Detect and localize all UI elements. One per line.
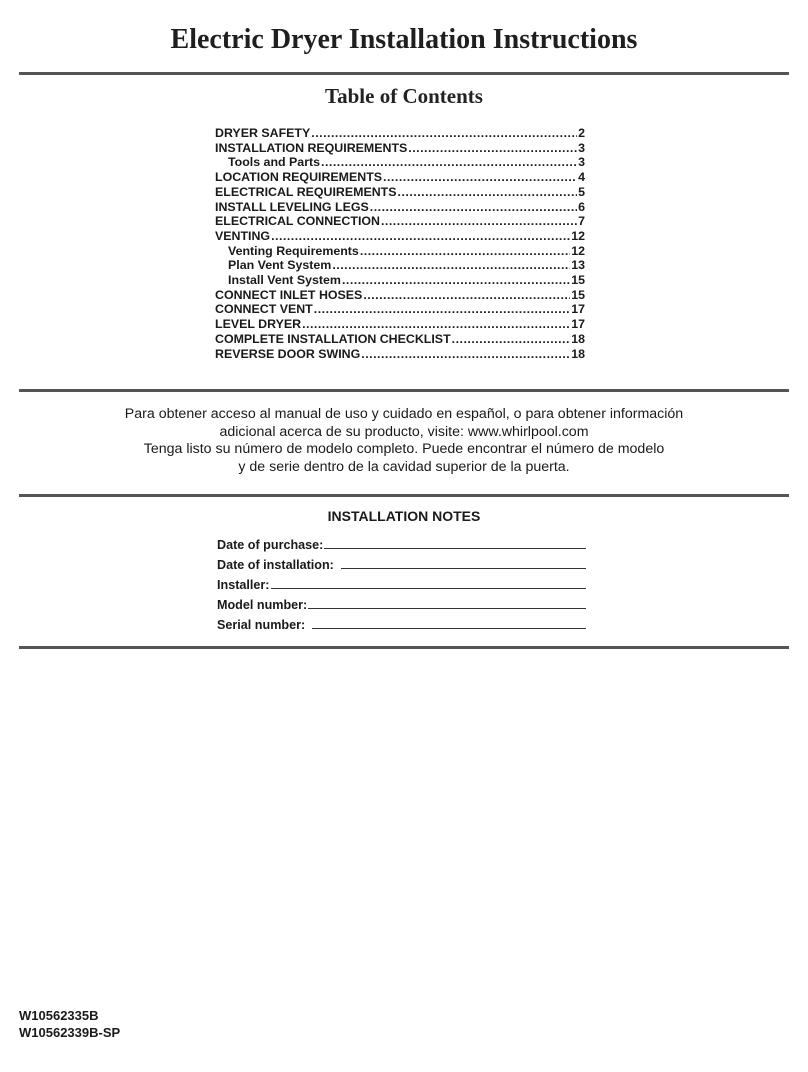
note-field xyxy=(217,572,586,592)
toc-leader-dots xyxy=(360,244,570,259)
toc-leader-dots xyxy=(314,302,570,317)
toc-entry-page: 5 xyxy=(578,184,585,199)
toc-entry-page: 17 xyxy=(571,317,585,332)
spanish-notice-line: Para obtener acceso al manual de uso y cuidado en español, o para obtener información xyxy=(124,406,684,422)
toc-entry-label: VENTING xyxy=(215,228,271,243)
table-of-contents xyxy=(215,126,585,361)
spanish-notice xyxy=(0,406,808,476)
toc-entry xyxy=(215,229,585,244)
note-field-label: Model number: xyxy=(217,598,308,612)
spanish-notice-line: adicional acerca de su producto, visite: www.whirlpool.com xyxy=(219,423,589,440)
toc-entry-label: Venting Requirements xyxy=(228,243,359,258)
toc-entry-page: 6 xyxy=(578,199,585,214)
toc-entry xyxy=(215,155,585,170)
toc-leader-dots xyxy=(361,347,570,362)
toc-entry-page: 3 xyxy=(578,140,585,155)
toc-entry xyxy=(215,273,585,288)
toc-entry-label: REVERSE DOOR SWING xyxy=(215,346,361,361)
part-number: W10562339B-SP xyxy=(19,1025,121,1040)
toc-entry-page: 13 xyxy=(571,258,585,273)
toc-entry xyxy=(215,332,585,347)
toc-entry xyxy=(215,317,585,332)
note-field-label: Date of purchase: xyxy=(217,538,324,552)
note-field-label: Date of installation: xyxy=(217,558,334,572)
note-field-blank-line xyxy=(308,608,586,609)
toc-leader-dots xyxy=(302,317,570,332)
toc-entry-label: CONNECT INLET HOSES xyxy=(215,287,363,302)
toc-entry xyxy=(215,170,585,185)
toc-entry xyxy=(215,244,585,259)
toc-entry-label: COMPLETE INSTALLATION CHECKLIST xyxy=(215,331,451,346)
toc-entry-page: 12 xyxy=(571,228,585,243)
note-field-blank-line xyxy=(341,568,586,569)
spanish-notice-line: y de serie dentro de la cavidad superior de la puerta. xyxy=(238,458,570,475)
note-field-label: Installer: xyxy=(217,578,270,592)
note-field-label: Serial number: xyxy=(217,618,306,632)
toc-entry-label: LOCATION REQUIREMENTS xyxy=(215,170,383,185)
toc-entry-label: DRYER SAFETY xyxy=(215,126,311,140)
toc-entry xyxy=(215,347,585,362)
toc-leader-dots xyxy=(332,258,570,273)
toc-entry-label: ELECTRICAL REQUIREMENTS xyxy=(215,184,397,199)
toc-leader-dots xyxy=(311,126,577,141)
toc-entry-page: 15 xyxy=(571,273,585,288)
note-field xyxy=(217,612,586,632)
toc-entry-label: ELECTRICAL CONNECTION xyxy=(215,214,380,229)
spanish-notice-line: Tenga listo su número de modelo completo. Puede encontrar el número de modelo xyxy=(143,441,665,457)
note-field xyxy=(217,532,586,552)
toc-entry-label: Tools and Parts xyxy=(228,155,321,170)
toc-entry-page: 15 xyxy=(571,287,585,302)
toc-leader-dots xyxy=(381,214,577,229)
toc-entry xyxy=(215,126,585,141)
toc-entry-page: 7 xyxy=(578,214,585,229)
toc-entry-page: 17 xyxy=(571,302,585,317)
toc-leader-dots xyxy=(342,273,570,288)
installation-notes-form xyxy=(217,532,586,632)
note-field xyxy=(217,552,586,572)
toc-entry xyxy=(215,200,585,215)
toc-leader-dots xyxy=(370,200,577,215)
toc-entry xyxy=(215,214,585,229)
toc-entry-label: INSTALL LEVELING LEGS xyxy=(215,199,369,214)
toc-leader-dots xyxy=(321,155,577,170)
note-field-blank-line xyxy=(271,588,587,589)
toc-entry-page: 3 xyxy=(578,155,585,170)
document-title: Electric Dryer Installation Instructions xyxy=(170,24,638,55)
divider-toc-bottom xyxy=(19,389,789,392)
divider-notes-bottom xyxy=(19,646,789,649)
part-numbers xyxy=(19,1007,120,1041)
toc-entry-label: LEVEL DRYER xyxy=(215,317,302,332)
toc-leader-dots xyxy=(271,229,570,244)
toc-entry-page: 2 xyxy=(578,126,585,140)
divider-top xyxy=(19,72,789,75)
note-field xyxy=(217,592,586,612)
toc-entry-page: 18 xyxy=(571,346,585,361)
toc-entry-label: Install Vent System xyxy=(228,273,341,288)
toc-entry-page: 12 xyxy=(571,243,585,258)
toc-entry-label: CONNECT VENT xyxy=(215,302,313,317)
toc-leader-dots xyxy=(363,288,570,303)
note-field-blank-line xyxy=(312,628,586,629)
toc-entry-page: 4 xyxy=(578,170,585,185)
part-number: W10562335B xyxy=(19,1008,99,1023)
toc-leader-dots xyxy=(408,141,577,156)
installation-notes-heading: INSTALLATION NOTES xyxy=(327,508,481,524)
toc-entry-label: Plan Vent System xyxy=(228,258,332,273)
toc-entry xyxy=(215,258,585,273)
toc-entry xyxy=(215,302,585,317)
toc-leader-dots xyxy=(383,170,577,185)
toc-entry xyxy=(215,141,585,156)
toc-heading: Table of Contents xyxy=(325,84,483,108)
toc-entry-label: INSTALLATION REQUIREMENTS xyxy=(215,140,408,155)
note-field-blank-line xyxy=(324,548,586,549)
toc-leader-dots xyxy=(398,185,578,200)
toc-entry xyxy=(215,185,585,200)
toc-leader-dots xyxy=(452,332,571,347)
toc-entry-page: 18 xyxy=(571,331,585,346)
divider-notice-bottom xyxy=(19,494,789,497)
toc-entry xyxy=(215,288,585,303)
